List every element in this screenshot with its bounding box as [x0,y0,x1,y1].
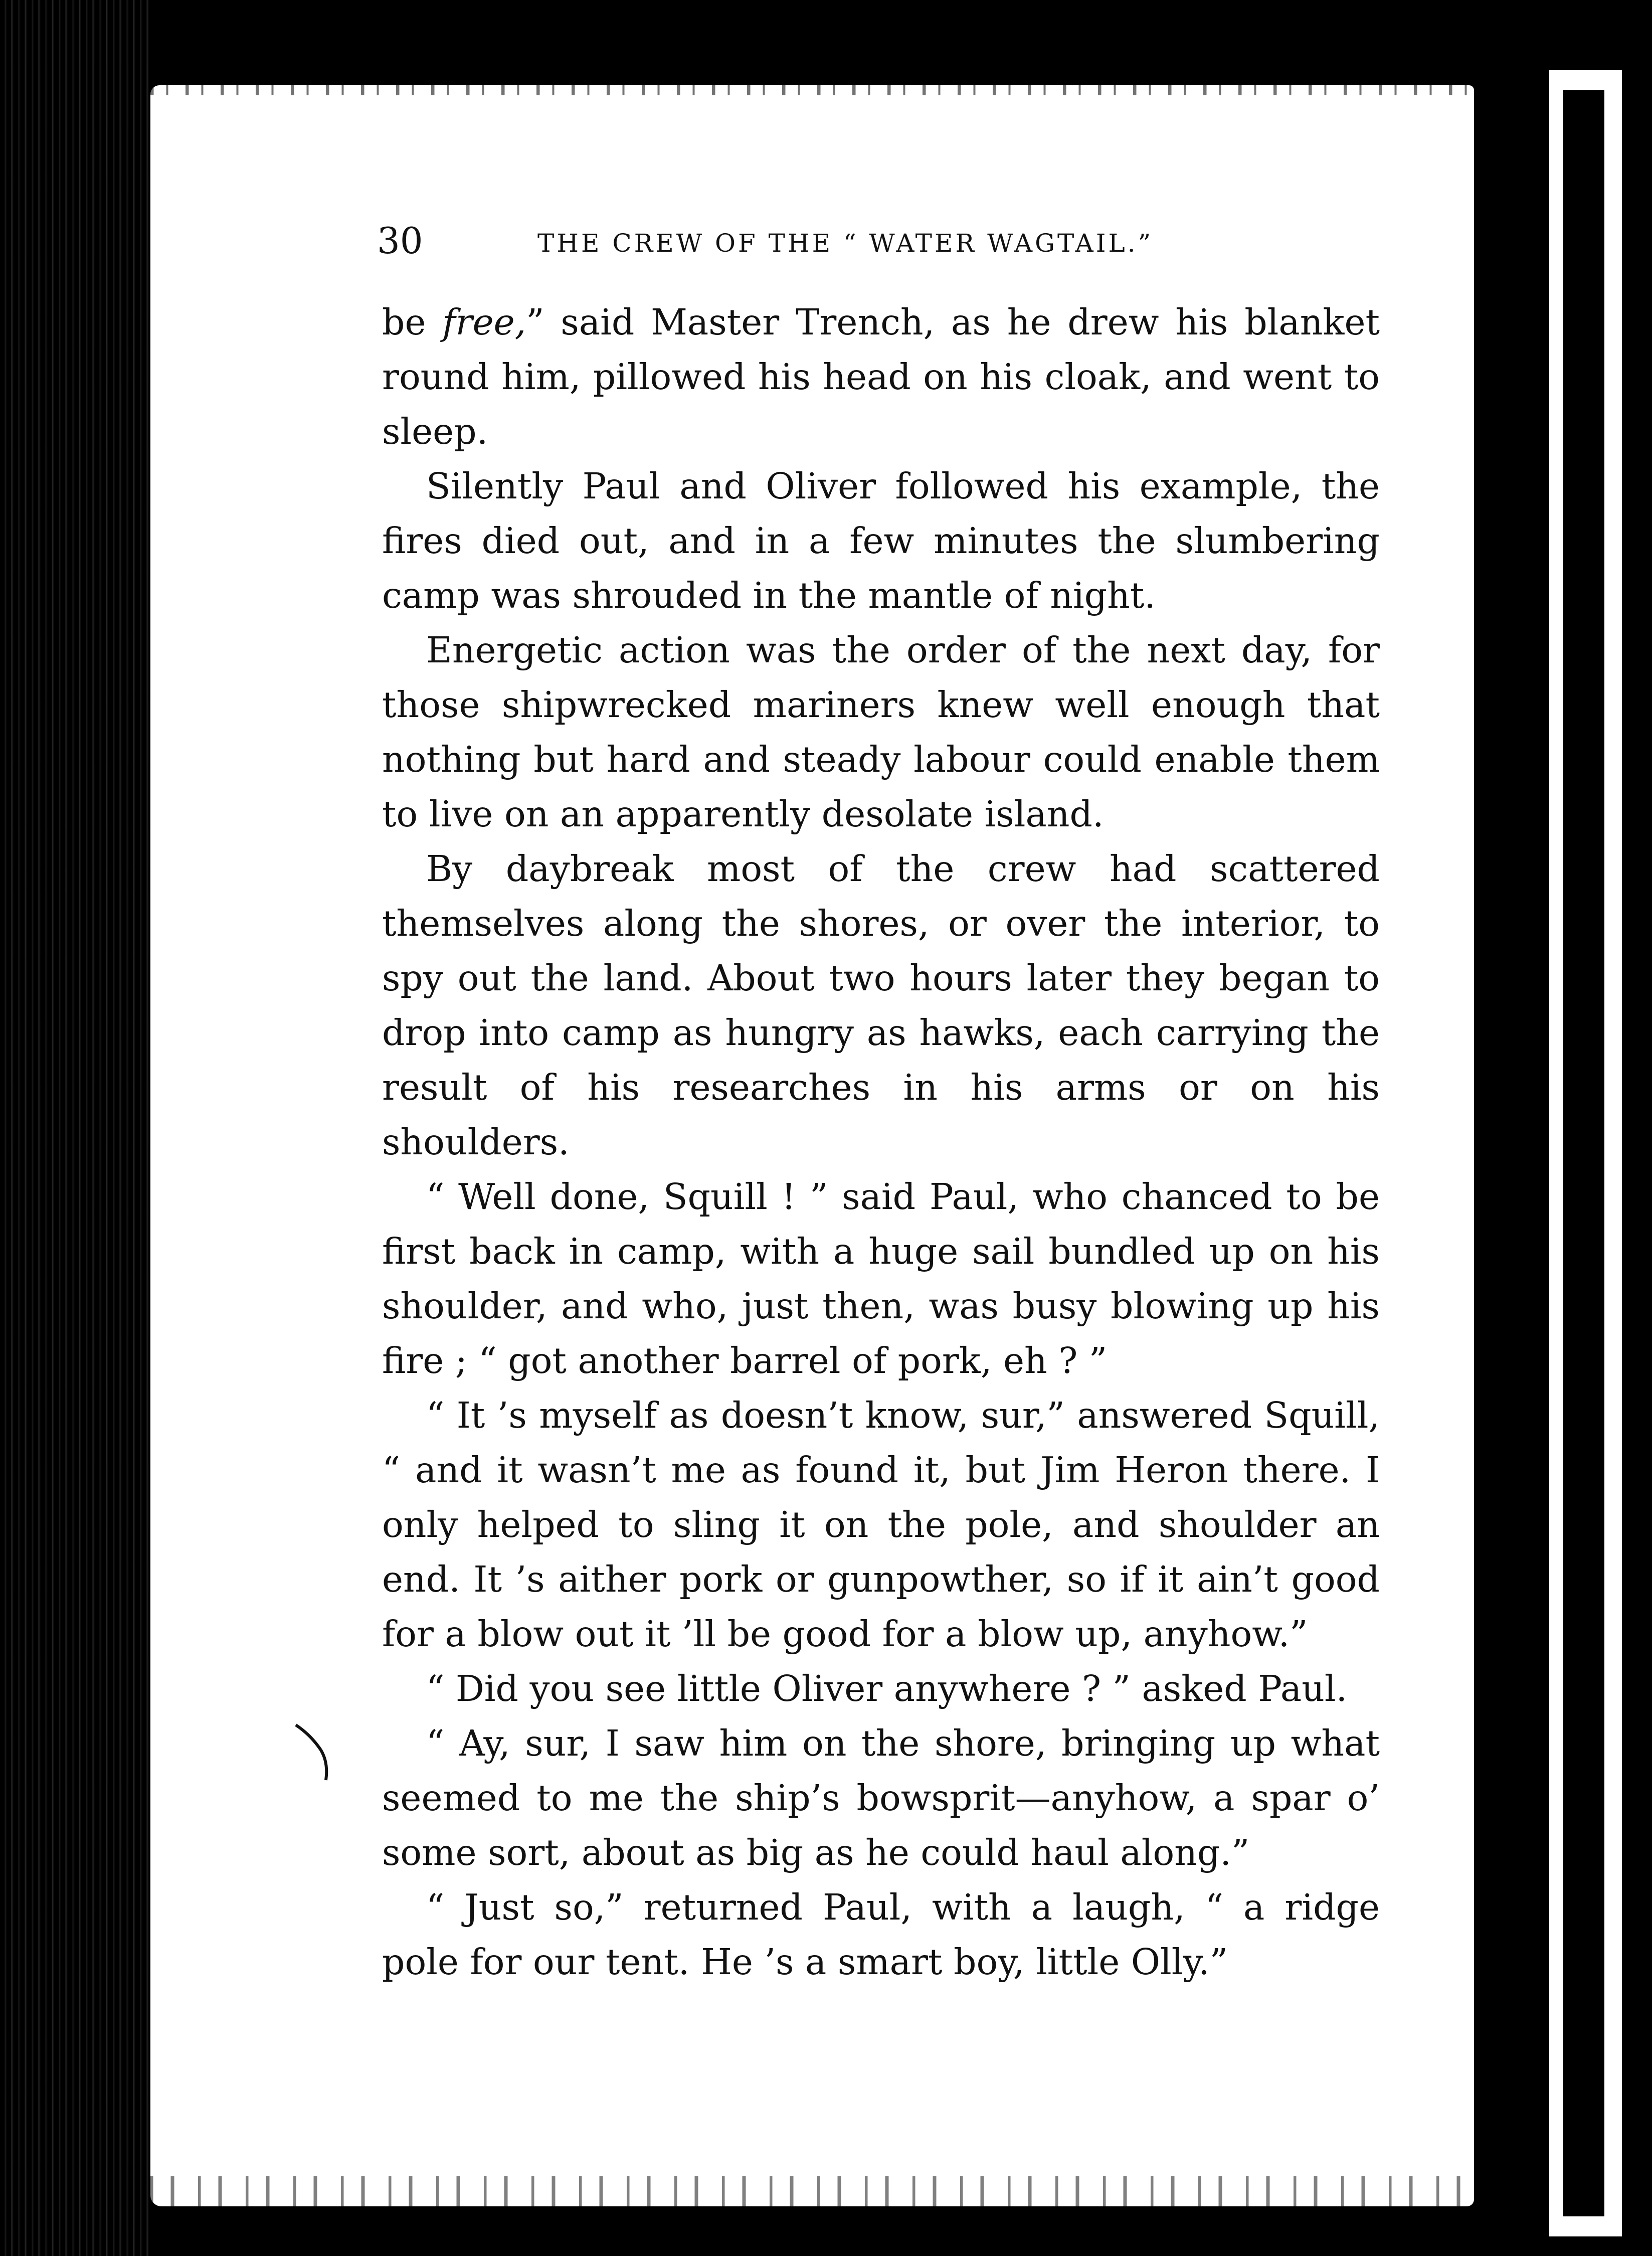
pencil-mark [291,1720,351,1790]
paragraph-7: “ Did you see little Oliver anywhere ? ” asked Paul. [426,1668,1348,1709]
italic-free: free, [442,301,526,343]
paragraph-9: “ Just so,” returned Paul, with a laugh, “ a ridge pole for our tent. He ’s a smart boy, little Olly.” [382,1886,1380,1983]
paragraph-4: By daybreak most of the crew had scattered themselves along the shores, or over the interior, to spy out the land. About two hours later they began to drop into camp as hungry as hawks, each carrying the result of his researches in his arms or on his shoulders. [382,848,1380,1163]
next-page-edge [1549,70,1622,2236]
paragraph-6: “ It ’s myself as doesn’t know, sur,” answered Squill, “ and it wasn’t me as found it, but Jim Heron there. I only helped to sling it on the pole, and shoulder an end. It ’s aither pork or gunpowther, so if it ain’t good for a blow out it ’ll be good for a blow up, anyhow.” [382,1395,1380,1655]
paragraph-8: “ Ay, sur, I saw him on the shore, bringing up what seemed to me the ship’s bowsprit—anyhow, a spar o’ some sort, about as big as he could haul along.” [382,1722,1380,1873]
running-head: THE CREW OF THE “ WATER WAGTAIL.” [537,229,1154,258]
page-number: 30 [377,220,423,262]
binding-shadow [0,0,150,2256]
paragraph-5: “ Well done, Squill ! ” said Paul, who chanced to be first back in camp, with a huge sail bundled up on his shoulder, and who, just then, was busy blowing up his fire ; “ got another barrel of pork, eh ? ” [382,1176,1380,1381]
page-header [377,216,1254,266]
next-page-shadow [1563,90,1604,2216]
bottom-edge-scan-noise [150,2176,1474,2206]
top-edge-scan-noise [150,75,1474,95]
paragraph-2: Silently Paul and Oliver followed his example, the fires died out, and in a few minutes the slumbering camp was shrouded in the mantle of night. [382,465,1380,616]
body-text [382,295,1380,1989]
paragraph-1-text: ” said Master Trench, as he drew his blanket round him, pillowed his head on his cloak, and went to sleep. [382,301,1380,452]
paragraph-3: Energetic action was the order of the next day, for those shipwrecked mariners knew well enough that nothing but hard and steady labour could enable them to live on an apparently desolate island. [382,629,1380,835]
paragraph-1-lead: be [382,301,443,343]
paragraph-1 [382,295,1380,459]
